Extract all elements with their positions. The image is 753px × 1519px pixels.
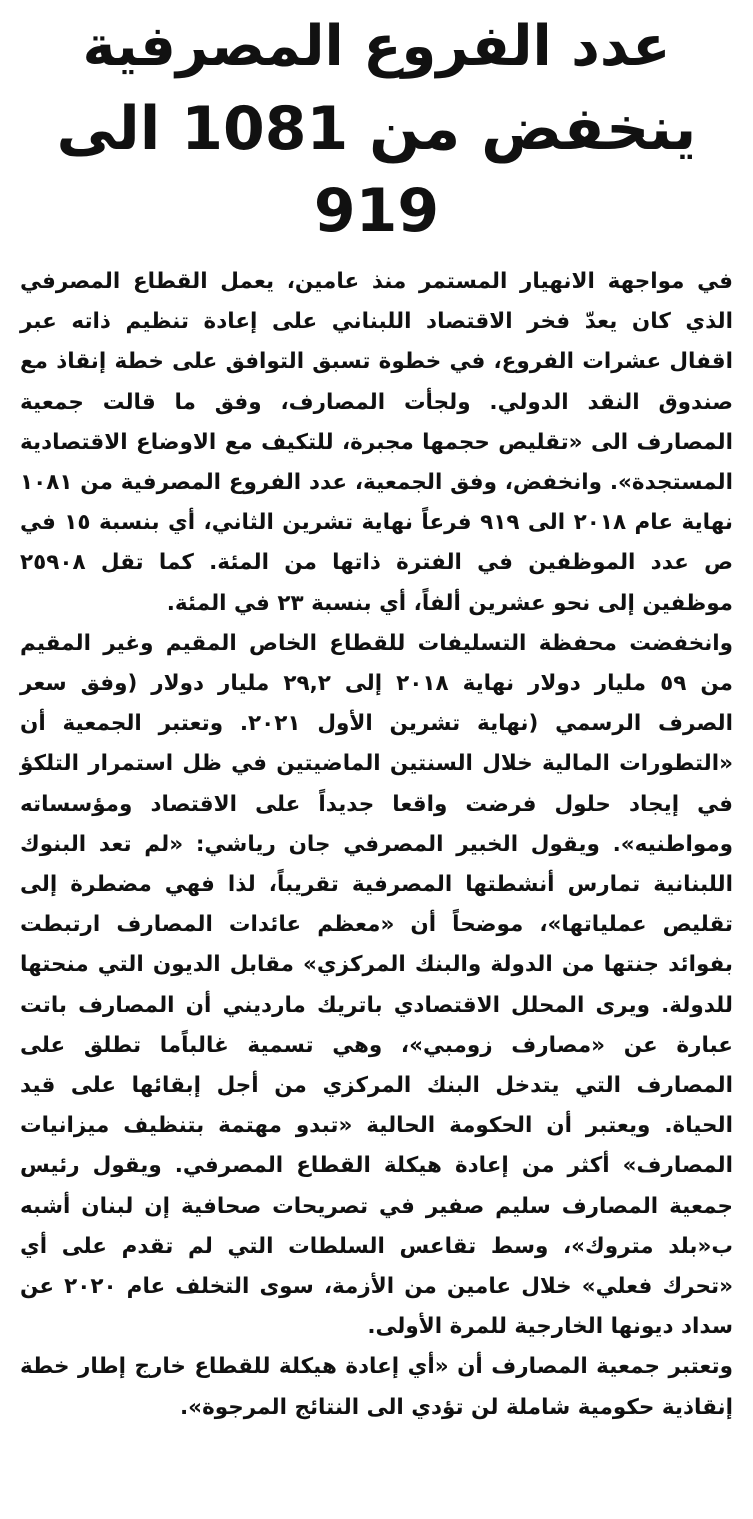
paragraph-2: وانخفضت محفظة التسليفات للقطاع الخاص المقيم وغير المقيم من ٥٩ مليار دولار نهاية ٢٠١٨ إلى ٢٩,٢ مليار دولار (وفق سعر الصرف الرسمي (نهاية تشرين الأول ٢٠٢١. وتعتبر الجمعية أن «التطورات المالية خلال السنتين الماضيتين في ظل استمرار التلكؤ في إيجاد حلول فرضت واقعا جديداً على الاقتصاد ومؤسساته ومواطنيه». ويقول الخبير المصرفي جان رياشي: «لم تعد البنوك اللبنانية تمارس أنشطتها المصرفية تقريباً، لذا فهي مضطرة إلى تقليص عملياتها»، موضحاً أن «معظم عائدات المصارف ارتبطت بفوائد جنتها من الدولة والبنك المركزي» مقابل الديون التي منحتها للدولة. ويرى المحلل الاقتصادي باتريك مارديني أن المصارف باتت عبارة عن «مصارف زومبي»، وهي تسمية غالباًما تطلق على المصارف التي يتدخل البنك المركزي من أجل إبقائها على قيد الحياة. ويعتبر أن الحكومة الحالية «تبدو مهتمة بتنظيف ميزانيات المصارف» أكثر من إعادة هيكلة القطاع المصرفي. ويقول رئيس جمعية المصارف سليم صفير في تصريحات صحافية إن لبنان أشبه ب«بلد متروك»، وسط تقاعس السلطات التي لم تقدم على أي «تحرك فعلي» خلال عامين من الأزمة، سوى التخلف عام ٢٠٢٠ عن سداد ديونها الخارجية للمرة الأولى. <box>20 630 733 1340</box>
paragraph-3: وتعتبر جمعية المصارف أن «أي إعادة هيكلة للقطاع خارج إطار خطة إنقاذية حكومية شاملة لن تؤدي الى النتائج المرجوة». <box>20 1354 733 1420</box>
article-body <box>20 262 733 1428</box>
headline-line-2: ينخفض من 1081 الى 919 <box>56 94 697 246</box>
headline-line-1: عدد الفروع المصرفية <box>82 14 671 79</box>
paragraph-1: في مواجهة الانهيار المستمر منذ عامين، يعمل القطاع المصرفي الذي كان يعدّ فخر الاقتصاد اللبناني على إعادة تنظيم ذاته عبر اقفال عشرات الفروع، في خطوة تسبق التوافق على خطة إنقاذ مع صندوق النقد الدولي. ولجأت المصارف، وفق ما قالت جمعية المصارف الى «تقليص حجمها مجبرة، للتكيف مع الاوضاع الاقتصادية المستجدة». وانخفض، وفق الجمعية، عدد الفروع المصرفية من ١٠٨١ نهاية عام ٢٠١٨ الى ٩١٩ فرعاً نهاية تشرين الثاني، أي بنسبة ١٥ في ص عدد الموظفين في الفترة ذاتها من المئة. كما تقل ٢٥٩٠٨ موظفين إلى نحو عشرين ألفاً، أي بنسبة ٢٣ في المئة. <box>20 269 733 616</box>
headline <box>20 6 733 252</box>
